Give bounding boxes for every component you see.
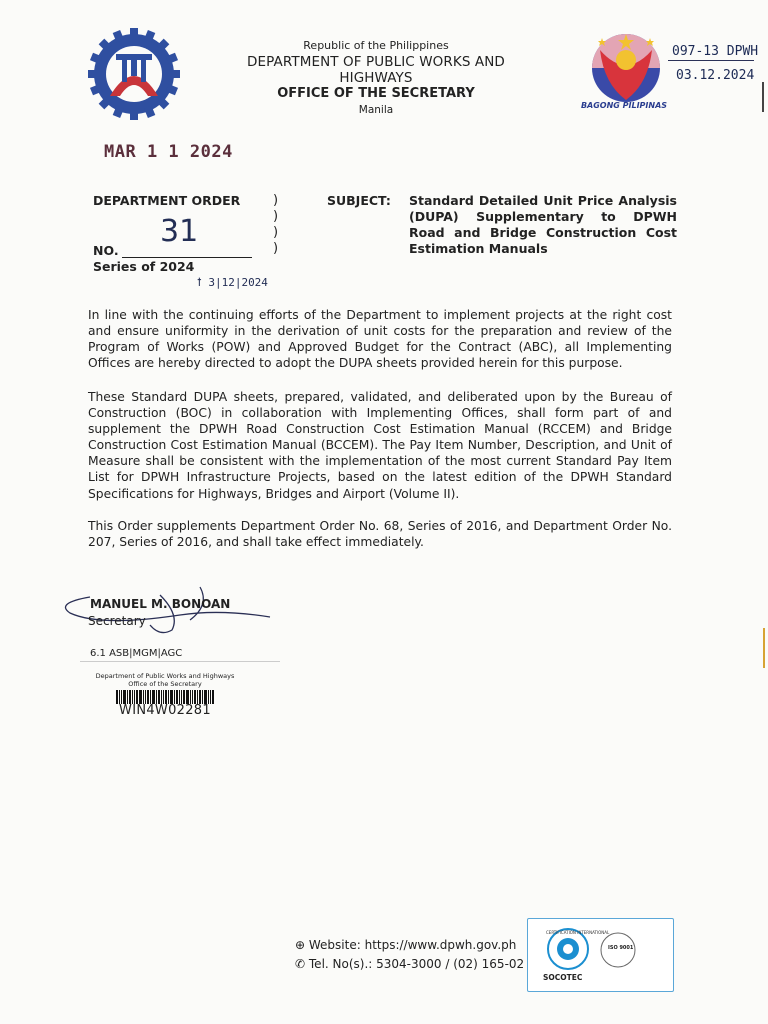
barcode-number: WIN4W02281 xyxy=(119,703,211,718)
initial-date-text: 3|12|2024 xyxy=(208,276,268,289)
order-number: 31 xyxy=(160,214,199,249)
socotec-name: SOCOTEC xyxy=(543,973,583,982)
reference-underline xyxy=(668,60,754,61)
subject-label: SUBJECT: xyxy=(327,193,391,208)
barcode-bars xyxy=(90,690,240,704)
edge-highlight-mark xyxy=(763,628,765,668)
edge-mark xyxy=(762,82,764,112)
signatory-title: Secretary xyxy=(88,614,146,628)
handwritten-initial-date xyxy=(197,276,268,289)
order-number-underline xyxy=(122,257,252,258)
initials-divider xyxy=(80,661,280,662)
office-name: OFFICE OF THE SECRETARY xyxy=(277,86,475,101)
barcode-office: Office of the Secretary xyxy=(128,679,202,688)
order-parentheses: ) ) ) ) xyxy=(273,193,279,256)
website-text: Website: https://www.dpwh.gov.ph xyxy=(308,938,517,952)
subject-text: Standard Detailed Unit Price Analysis (DUPA) Supplementary to DPWH Road and Bridge Construction Cost Estimation Manuals xyxy=(409,193,677,256)
socotec-logo xyxy=(540,924,610,974)
barcode-dept: Department of Public Works and Highways xyxy=(95,672,235,680)
staff-initials: 6.1 ASB|MGM|AGC xyxy=(90,648,183,659)
department-order-label: DEPARTMENT ORDER xyxy=(93,193,241,208)
telephone-text: Tel. No(s).: 5304-3000 / (02) 165-02 xyxy=(308,957,525,971)
barcode-label xyxy=(90,673,240,718)
certification-text: CERTIFICATION INTERNATIONAL xyxy=(546,930,610,935)
iso-standard: ISO 9001 xyxy=(608,945,634,951)
handwritten-reference: 097-13 DPWH xyxy=(672,44,759,59)
body-paragraph-1: In line with the continuing efforts of the Department to implement projects at the right cost and ensure uniformity in the derivation of unit costs for the preparation and review of the Program of Works (POW) and Approved Budget for the Contract (ABC), all Implementing Offices are hereby directed to adopt the DUPA sheets provided herein for this purpose. xyxy=(88,308,672,371)
stamped-date: MAR 1 1 2024 xyxy=(104,142,233,162)
footer-website xyxy=(295,936,535,954)
dpwh-logo xyxy=(86,26,182,122)
republic-line: Republic of the Philippines xyxy=(303,39,449,52)
signatory-name: MANUEL M. BONOAN xyxy=(90,597,231,611)
body-paragraph-3: This Order supplements Department Order No. 68, Series of 2016, and Department Order No. 207, Series of 2016, and shall take effect immediately. xyxy=(88,519,672,550)
order-series: Series of 2024 xyxy=(93,259,195,274)
footer-telephone xyxy=(295,955,535,973)
order-number-label: NO. xyxy=(93,243,119,258)
globe-icon: ⊕ xyxy=(295,938,306,952)
phone-icon: ✆ xyxy=(295,957,306,971)
city-name: Manila xyxy=(358,104,394,116)
letterhead xyxy=(210,38,542,118)
initial-mark: ꝉ xyxy=(197,276,209,289)
department-name: DEPARTMENT OF PUBLIC WORKS AND HIGHWAYS xyxy=(247,54,505,86)
bagong-pilipinas-text: BAGONG PILIPINAS xyxy=(580,101,668,110)
handwritten-date: 03.12.2024 xyxy=(676,68,755,83)
body-paragraph-2: These Standard DUPA sheets, prepared, validated, and deliberated upon by the Bureau of Construction (BOC) in collaboration with Implementing Offices, shall form part of and supplement the DPWH Road Construction Cost Estimation Manual (RCCEM) and Bridge Construction Cost Estimation Manual (BCCEM). The Pay Item Number, Description, and Unit of Measure shall be consistent with the implementation of the most current Standard Pay Item List for DPWH Infrastructure Projects, based on the latest edition of the DPWH Standard Specifications for Highways, Bridges and Airport (Volume II). xyxy=(88,390,672,501)
